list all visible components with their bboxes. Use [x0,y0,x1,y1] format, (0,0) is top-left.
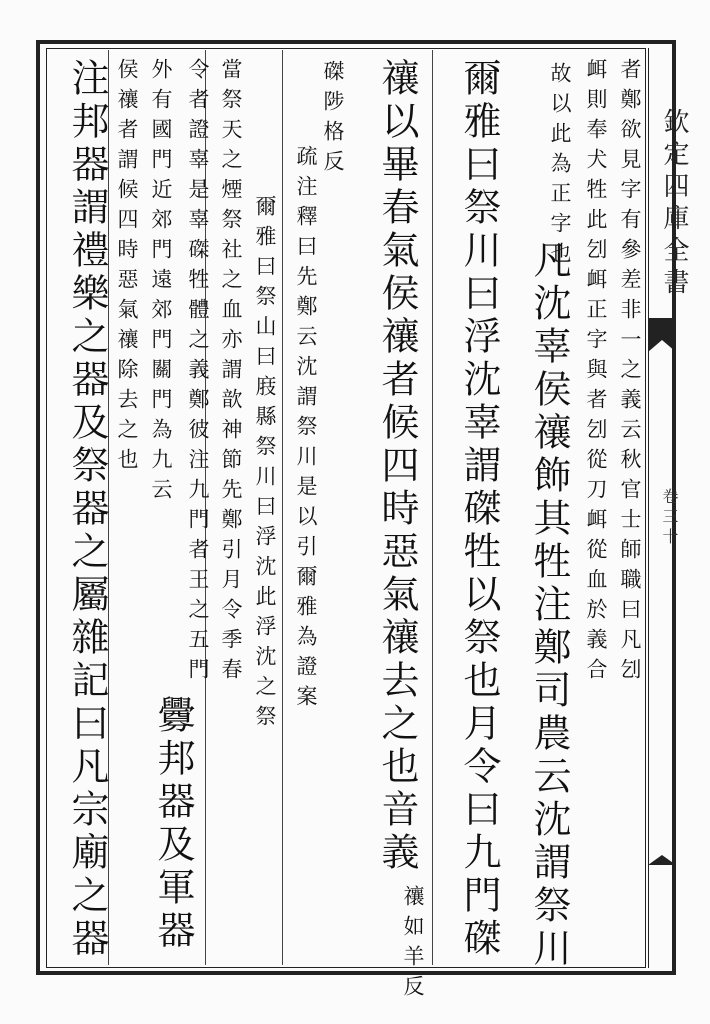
text-column-1: 者鄭欲見字有參差非一之義云秋官士師職曰凡刉 [618,58,642,688]
text-column-12: 令者證辜是辜磔牲體之義鄭彼注九門者王之五門 [186,58,210,688]
fish-tail-mark-bottom-icon [648,855,676,865]
text-column-14: 侯禳者謂候四時惡氣禳除去之也 [115,58,139,478]
text-column-10: 爾雅曰祭山曰庪縣祭川曰浮沈此浮沈之祭 [253,195,277,735]
text-column-16: 注邦器謂禮樂之器及祭器之屬雜記曰凡宗廟之器 [65,58,109,961]
text-column-3: 故以此為正字也 [548,62,572,272]
text-column-15: 釁邦器及軍器 [151,695,195,953]
text-column-11: 當祭天之煙祭社之血亦謂歆神節先鄭引月令季春 [219,58,243,688]
volume-label: 卷三十 [660,488,679,548]
text-column-6: 禳以畢春氣侯禳者候四時惡氣禳去之也音義 [375,58,419,875]
fish-tail-mark-top-icon [648,318,676,352]
book-title: 欽定四庫全書 [659,108,689,300]
text-column-2: 衈則奉犬牲此刉衈正字與者刉從刀衈從血於義合 [584,58,608,688]
text-column-8: 磔陟格反 [321,60,345,180]
page-edge-strip [646,48,689,968]
text-column-13: 外有國門近郊門遠郊門關門為九云 [149,58,173,508]
text-column-4: 凡沈辜侯禳飾其牲注鄭司農云沈謂祭川 [527,240,571,971]
text-column-7: 禳如羊反 [401,885,425,1005]
text-column-5: 爾雅曰祭川曰浮沈辜謂磔牲以祭也月令曰九門磔 [457,58,501,961]
text-column-9: 疏注釋曰先鄭云沈謂祭川是以引爾雅為證案 [294,145,318,715]
